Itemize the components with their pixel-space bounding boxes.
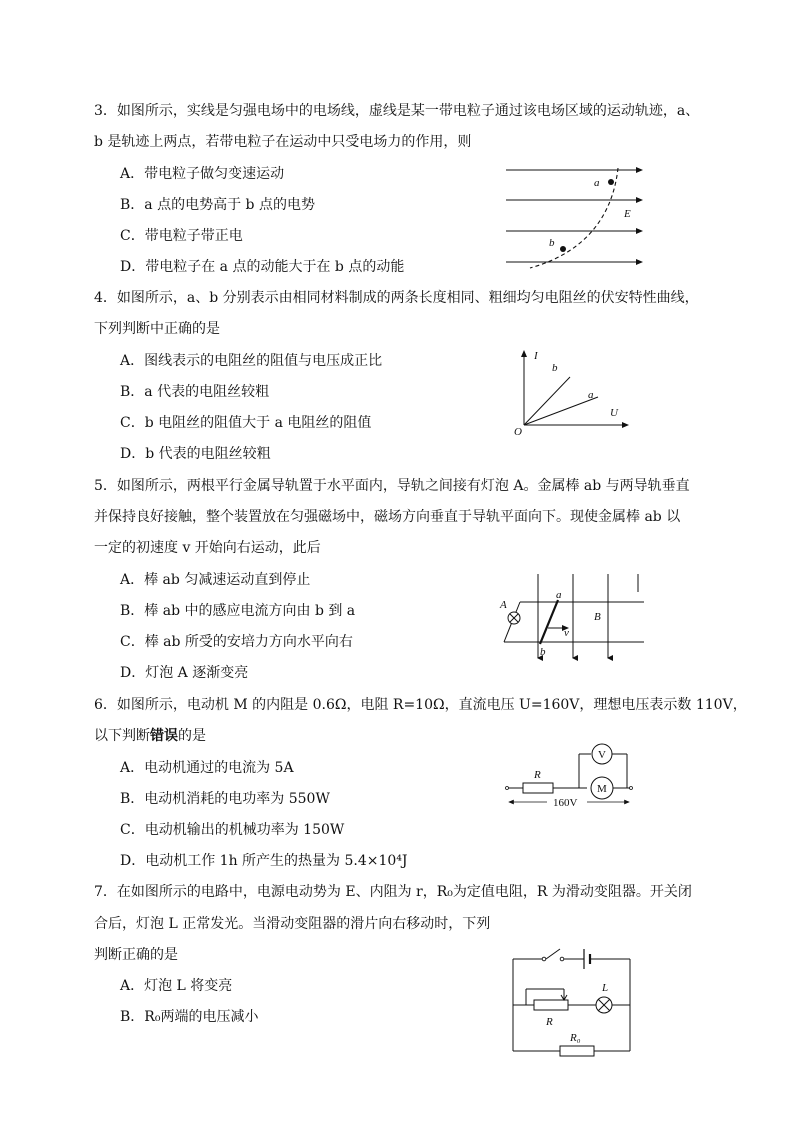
q7-option-b: B．R₀两端的电压减小 <box>120 1009 259 1025</box>
q6-stem-suffix: 的是 <box>178 728 206 744</box>
q5-velocity-label: v <box>564 627 569 639</box>
q6-stem-prefix: 以下判断 <box>94 728 150 744</box>
q7-option-a: A．灯泡 L 将变亮 <box>120 978 233 994</box>
q6-stem-emphasis: 错误 <box>150 728 178 744</box>
q6-resistor-label: R <box>534 769 541 781</box>
q5-stem-line2: 并保持良好接触，整个装置放在匀强磁场中，磁场方向垂直于导轨平面向下。现使金属棒 ab 以 <box>94 509 681 525</box>
q4-axis-I: I <box>534 350 538 362</box>
q3-label-b: b <box>549 237 555 249</box>
q5-end-a-label: a <box>556 589 562 601</box>
q5-field-label: B <box>594 611 601 623</box>
q6-figure-motor-circuit <box>505 740 635 820</box>
q3-option-a: A．带电粒子做匀变速运动 <box>120 166 285 182</box>
q5-figure-rails <box>498 572 653 667</box>
q5-option-d: D．灯泡 A 逐渐变亮 <box>120 665 249 681</box>
q7-stem-line1: 7．在如图所示的电路中，电源电动势为 E、内阻为 r，R₀为定值电阻，R 为滑动变阻器。开关闭 <box>94 884 692 900</box>
q6-stem-line2 <box>94 727 206 745</box>
q4-stem-line1: 4．如图所示，a、b 分别表示由相同材料制成的两条长度相同、粗细均匀电阻丝的伏安特性曲线， <box>94 290 699 306</box>
q5-option-c: C．棒 ab 所受的安培力方向水平向右 <box>120 634 353 650</box>
q5-end-b-label: b <box>540 646 546 658</box>
q3-option-d: D．带电粒子在 a 点的动能大于在 b 点的动能 <box>120 259 405 275</box>
q4-line-b-label: b <box>552 362 558 374</box>
q7-rheostat-label: R <box>546 1016 553 1028</box>
q4-axis-U: U <box>610 407 618 419</box>
q6-option-d: D．电动机工作 1h 所产生的热量为 5.4×10⁴J <box>120 853 408 869</box>
q4-stem-line2: 下列判断中正确的是 <box>94 321 220 337</box>
q7-lamp-label: L <box>602 982 609 994</box>
q7-figure-circuit <box>508 945 636 1057</box>
q7-stem-line3: 判断正确的是 <box>94 947 178 963</box>
q3-option-b: B．a 点的电势高于 b 点的电势 <box>120 197 315 213</box>
q4-option-d: D．b 代表的电阻丝较粗 <box>120 446 271 462</box>
q6-voltmeter-label: V <box>598 749 606 761</box>
q7-resistor-label: R₀ <box>570 1032 581 1044</box>
q5-lamp-label: A <box>500 599 507 611</box>
q3-stem-line2: b 是轨迹上两点，若带电粒子在运动中只受电场力的作用，则 <box>94 134 472 150</box>
q5-stem-line1: 5．如图所示，两根平行金属导轨置于水平面内，导轨之间接有灯泡 A。金属棒 ab 与两导轨垂直 <box>94 478 690 494</box>
q4-origin-O: O <box>514 426 522 438</box>
q4-figure-iv-curves <box>508 345 633 440</box>
q6-option-c: C．电动机输出的机械功率为 150W <box>120 822 345 838</box>
q3-label-a: a <box>594 177 600 189</box>
q6-stem-line1: 6．如图所示，电动机 M 的内阻是 0.6Ω，电阻 R=10Ω，直流电压 U=160V，理想电压表示数 110V， <box>94 697 747 713</box>
q6-voltage-label: 160V <box>553 797 578 809</box>
q6-motor-label: M <box>597 783 607 795</box>
q4-option-c: C．b 电阻丝的阻值大于 a 电阻丝的阻值 <box>120 415 372 431</box>
q5-option-a: A．棒 ab 匀减速运动直到停止 <box>120 572 311 588</box>
q5-option-b: B．棒 ab 中的感应电流方向由 b 到 a <box>120 603 356 619</box>
q3-option-c: C．带电粒子带正电 <box>120 228 243 244</box>
q6-option-b: B．电动机消耗的电功率为 550W <box>120 791 330 807</box>
q4-option-a: A．图线表示的电阻丝的阻值与电压成正比 <box>120 353 383 369</box>
q5-stem-line3: 一定的初速度 v 开始向右运动，此后 <box>94 540 321 556</box>
q3-figure-electric-field <box>500 160 660 275</box>
q4-line-a-label: a <box>588 389 594 401</box>
q3-label-E: E <box>624 208 631 220</box>
q6-option-a: A．电动机通过的电流为 5A <box>120 760 294 776</box>
q4-option-b: B．a 代表的电阻丝较粗 <box>120 384 270 400</box>
q7-stem-line2: 合后，灯泡 L 正常发光。当滑动变阻器的滑片向右移动时，下列 <box>94 916 491 932</box>
q3-stem-line1: 3．如图所示，实线是匀强电场中的电场线，虚线是某一带电粒子通过该电场区域的运动轨迹，a、 <box>94 103 700 119</box>
